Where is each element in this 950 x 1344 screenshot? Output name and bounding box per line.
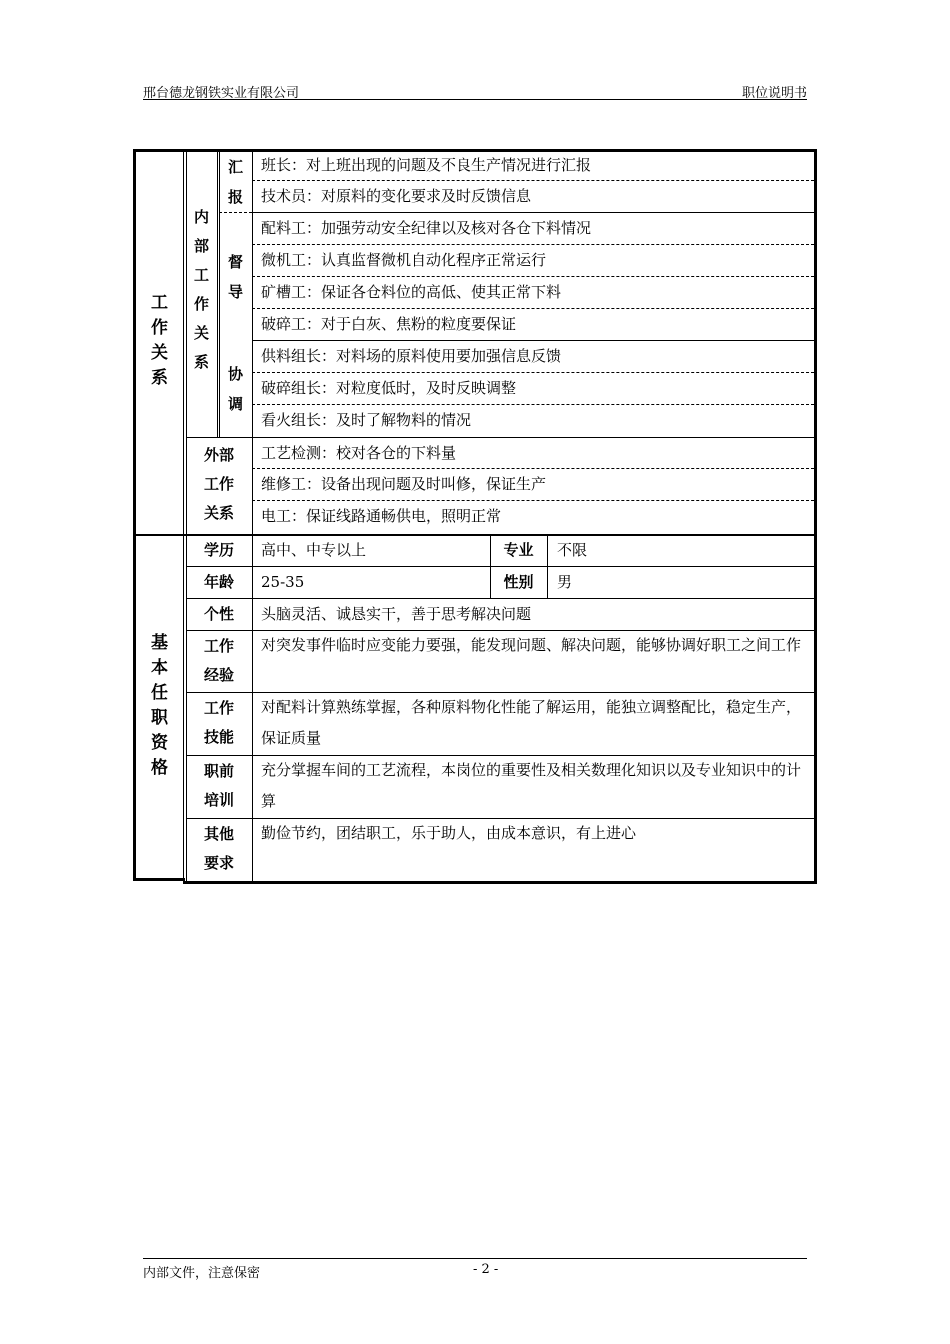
external-relations-label: 外部 工作 关系 [203,446,234,522]
external-item: 电工：保证线路通畅供电，照明正常 [261,507,502,525]
major-value: 不限 [557,541,588,559]
page-footer [143,1258,807,1281]
experience-value: 对突发事件临时应变能力要强，能发现问题、解决问题，能够协调好职工之间工作 [261,636,802,654]
other-requirements-value: 勤俭节约，团结职工，乐于助人，由成本意识，有上进心 [261,824,637,842]
supervise-label: 督 导 [227,253,243,301]
work-relations-label: 工 作 关 系 [151,293,168,388]
company-name: 邢台德龙钢铁实业有限公司 [143,86,300,101]
internal-relations-label: 内 部 工 作 关 系 [193,208,209,371]
page-number: - 2 - [473,1262,499,1277]
qualifications-label: 基 本 任 职 资 格 [151,633,168,778]
coordinate-item: 破碎组长：对粒度低时，及时反映调整 [261,379,517,397]
coordinate-item: 看火组长：及时了解物料的情况 [261,411,472,429]
major-label: 专业 [503,541,534,559]
age-label: 年龄 [203,573,234,591]
experience-label: 工作 经验 [203,637,234,684]
personality-label: 个性 [203,605,234,623]
age-value: 25-35 [261,573,305,591]
page-header [143,80,807,100]
document-title: 职位说明书 [741,86,807,101]
external-item: 维修工：设备出现问题及时叫修，保证生产 [261,475,547,493]
coordinate-item: 供料组长：对料场的原料使用要加强信息反馈 [261,347,562,365]
other-requirements-label: 其他 要求 [203,825,234,872]
confidential-note: 内部文件，注意保密 [143,1266,261,1281]
supervise-item: 矿槽工：保证各仓料位的高低、使其正常下料 [261,283,562,301]
gender-label: 性别 [503,573,534,591]
external-item: 工艺检测：校对各仓的下料量 [261,444,457,462]
supervise-item: 配料工：加强劳动安全纪律以及核对各仓下料情况 [261,219,592,237]
training-value: 充分掌握车间的工艺流程，本岗位的重要性及相关数理化知识以及专业知识中的计算 [261,761,802,810]
skills-value: 对配料计算熟练掌握，各种原料物化性能了解运用，能独立调整配比，稳定生产，保证质量 [261,698,802,747]
training-label: 职前 培训 [203,762,234,809]
report-item: 班长：对上班出现的问题及不良生产情况进行汇报 [261,156,592,174]
job-description-table [133,149,817,884]
report-label: 汇 报 [227,158,243,206]
education-value: 高中、中专以上 [261,541,367,559]
supervise-item: 微机工：认真监督微机自动化程序正常运行 [261,251,547,269]
education-label: 学历 [203,541,234,559]
skills-label: 工作 技能 [203,699,234,746]
gender-value: 男 [557,573,573,591]
report-item: 技术员：对原料的变化要求及时反馈信息 [261,187,532,205]
personality-value: 头脑灵活、诚恳实干，善于思考解决问题 [261,605,532,623]
coordinate-label: 协 调 [227,365,243,413]
supervise-item: 破碎工：对于白灰、焦粉的粒度要保证 [261,315,517,333]
